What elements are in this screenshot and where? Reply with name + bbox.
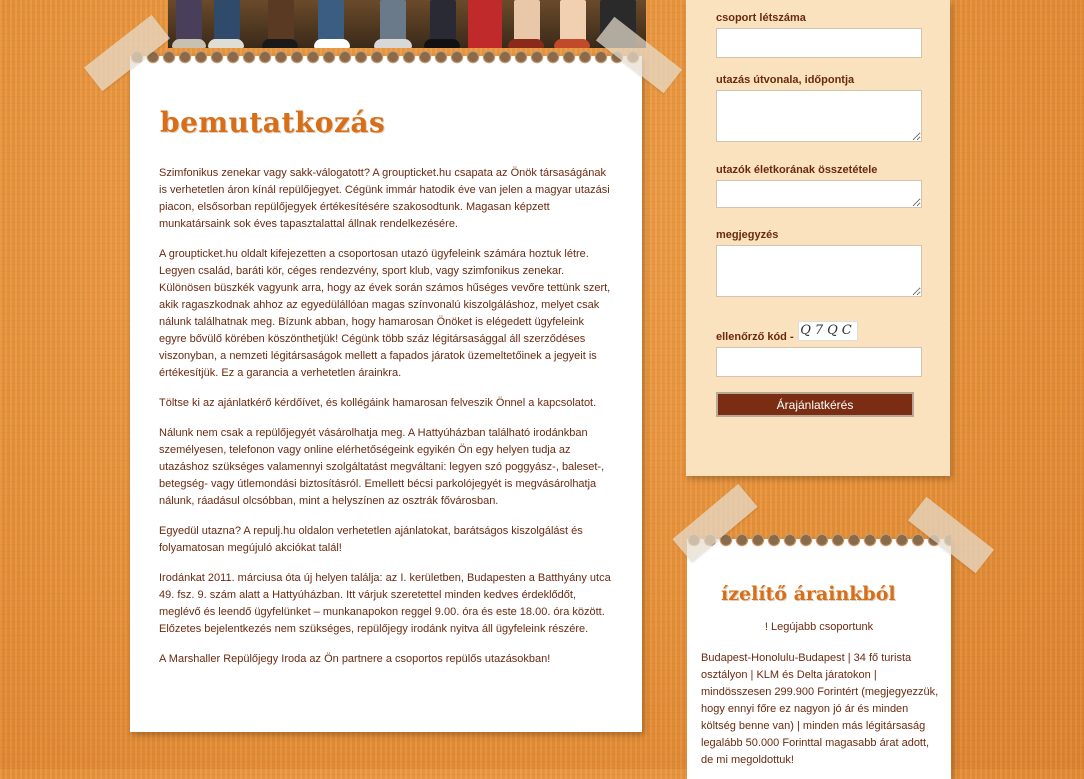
paragraph: Egyedül utazna? A repulj.hu oldalon verhetetlen ajánlatokat, barátságos kiszolgálást és folyamatosan megújuló akciókat talál! [159,525,583,554]
group-size-input[interactable] [716,28,922,58]
paragraph: Szimfonikus zenekar vagy sakk-válogatott? A groupticket.hu csapata az Önök társaságának is verhetetlen áron kínál repülőjegyet. Cégünk immár hatodik éve van jelen a magyar utazási piacon, elsősorban repülőjegyek értékesítésére szakosodtunk. Magasan képzett munkatársaink sok éves tapasztalattal állnak rendelkezésére. [159,167,610,230]
header-photo-figure [374,39,412,48]
header-photo-figure [424,39,460,48]
paragraph: A groupticket.hu oldalt kifejezetten a csoportosan utazó ügyfeleink számára hoztuk létre. Legyen család, baráti kör, céges rendezvény, sport klub, vagy szimfonikus zenekar. Különösen büszkék vagyunk arra, hogy az évek során számos hűséges vevőre tettünk szert, akik ragaszkodnak ahhoz az egyedülállóan magas színvonalú kiszolgáláshoz, melyet csak nálunk találhatnak meg. Bízunk abban, hogy hamarosan Önöket is elégedett ügyfeleink egyre bővülő körében köszönthetjük! Cégünk több száz légitársasággal áll szerződéses viszonyban, a nemzeti légitársaságok mellett a fapados járatok üzemeltetőinek a jegyeit is értékesítjük. Ez a garancia a verhetetlen árainkra. [159,248,611,379]
quote-request-button[interactable]: Árajánlatkérés [716,392,914,417]
paragraph: Irodánkat 2011. márciusa óta új helyen találja: az I. kerületben, Budapesten a Batthyány utca 49. fsz. 9. szám alatt a Hattyúházban. Itt várjuk szeretettel minden kedves érdeklődőt, meglévő és leendő ügyfelünket – munkanapokon reggel 9.00. óra és este 18.00. óra között. Előzetes bejelentkezés nem szükséges, repülőjegy irodánk nyitva áll ügyfeleink részére. [159,572,611,635]
route-label: utazás útvonala, időpontja [716,74,855,86]
quote-form [686,0,950,476]
header-photo-figure [172,39,206,48]
captcha-input[interactable] [716,347,922,377]
paragraph: Nálunk nem csak a repülőjegyét vásárolhatja meg. A Hattyúházban található irodánkban személyesen, telefonon vagy online elérhetőségeink egyikén Ön egy helyen tudja az utazáshoz szükséges valamennyi szolgáltatást megváltani: legyen szó poggyász-, baleset-, betegség- vagy útlemondási biztosításról. Emellett bécsi parkolójegyét is megvásárolhatja nálunk, ráadásul olcsóbban, mint a helyszínen az osztrák fővárosban. [159,427,605,507]
intro-text [159,165,613,681]
header-photo [168,0,646,48]
main-notepad [130,56,642,732]
prices-subtitle: ! Legújabb csoportunk [764,621,874,633]
notepad-rings [687,531,951,549]
header-photo-figure [508,39,544,48]
captcha-label: ellenőrző kód - [716,331,794,343]
notepad-rings [130,48,642,66]
note-label: megjegyzés [716,229,779,241]
header-photo-figure [314,39,350,48]
ages-textarea[interactable] [716,180,922,208]
group-size-label: csoport létszáma [716,12,806,24]
ages-label: utazók életkorának összetétele [716,164,878,176]
header-photo-suitcase [468,0,502,48]
captcha-image: Q7QC [798,321,858,341]
header-photo-figure [208,39,244,48]
note-textarea[interactable] [716,245,922,297]
prices-title: ízelítő árainkból [721,583,896,605]
paragraph: A Marshaller Repülőjegy Iroda az Ön partnere a csoportos repülős utazásokban! [159,653,551,665]
header-photo-figure [554,39,590,48]
page-title: bemutatkozás [160,106,386,139]
prices-offer-text: Budapest-Honolulu-Budapest | 34 fő turista osztályon | KLM és Delta járatokon | mindösszesen 299.900 Forintért (megjegyezzük, hogy ennyi főre ez nagyon jó ár és minden költség benne van) | minden más légitársaság legalább 50.000 Forinttal magasabb árat adott, de mi megoldottuk! [701,652,939,766]
prices-notepad [687,539,951,779]
route-textarea[interactable] [716,90,922,142]
paragraph: Töltse ki az ajánlatkérő kérdőívet, és kollégáink hamarosan felveszik Önnel a kapcsolatot. [159,397,597,409]
header-photo-figure [262,39,298,48]
